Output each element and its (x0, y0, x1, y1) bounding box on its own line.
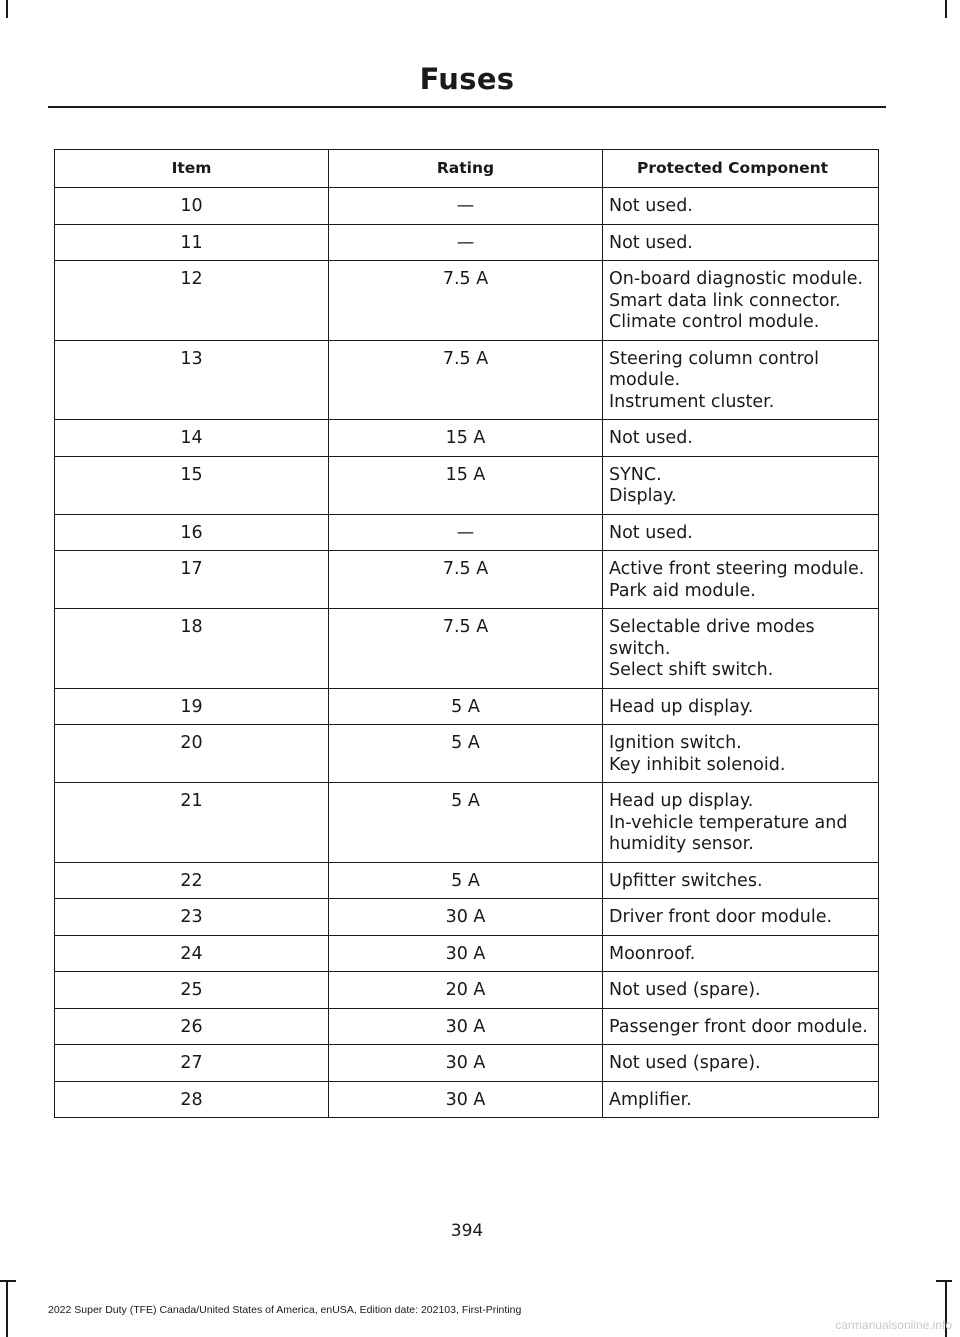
protected-component-cell (603, 862, 879, 899)
fuse-item-cell: 14 (55, 420, 329, 457)
protected-component-line: Display. (609, 486, 677, 506)
protected-component-line: On-board diagnostic module. (609, 269, 864, 289)
protected-component-cell (603, 899, 879, 936)
protected-component-line: Not used. (609, 428, 693, 448)
protected-component-line: Moonroof. (609, 943, 696, 964)
fuse-rating-cell: 7.5 A (329, 551, 603, 609)
table-row (55, 935, 879, 972)
fuse-item-cell: 17 (55, 551, 329, 609)
protected-component-line: Driver front door module. (609, 907, 833, 927)
fuse-item-cell: 20 (55, 725, 329, 783)
page-title: Fuses (419, 62, 515, 96)
table-row (55, 862, 879, 899)
title-rule (48, 106, 886, 108)
fuse-item-cell: 25 (55, 972, 329, 1009)
protected-component-line: Climate control module. (609, 312, 820, 332)
fuse-rating-cell: 15 A (329, 456, 603, 514)
protected-component-cell (603, 340, 879, 420)
table-row (55, 972, 879, 1009)
crop-mark-top-right (945, 0, 947, 18)
protected-component-cell (603, 972, 879, 1009)
fuse-item-cell: 12 (55, 261, 329, 341)
fuse-rating-cell: 5 A (329, 725, 603, 783)
table-row (55, 420, 879, 457)
fuse-rating-cell: 5 A (329, 688, 603, 725)
protected-component-line: Upfitter switches. (609, 870, 763, 891)
protected-component-line: Select shift switch. (609, 660, 774, 680)
table-row (55, 1081, 879, 1118)
fuse-item-cell: 27 (55, 1045, 329, 1082)
table-row (55, 261, 879, 341)
protected-component-cell (603, 935, 879, 972)
table-row (55, 1045, 879, 1082)
protected-component-line: Amplifier. (609, 1089, 692, 1110)
fuse-rating-cell: 20 A (329, 972, 603, 1009)
fuse-rating-cell: 7.5 A (329, 340, 603, 420)
table-row (55, 514, 879, 551)
protected-component-line: Not used. (609, 232, 693, 253)
protected-component-line: Selectable drive modes switch. (609, 617, 815, 659)
fuse-item-cell: 11 (55, 224, 329, 261)
table-row (55, 551, 879, 609)
protected-component-cell (603, 456, 879, 514)
protected-component-cell (603, 1045, 879, 1082)
page-footer: 2022 Super Duty (TFE) Canada/United States of America, enUSA, Edition date: 202103, First-Printing (48, 1304, 522, 1316)
protected-component-line: SYNC. (609, 464, 662, 485)
protected-component-line: Passenger front door module. (609, 1016, 868, 1037)
protected-component-cell (603, 609, 879, 689)
table-row (55, 456, 879, 514)
protected-component-line: Steering column control module. (609, 348, 819, 390)
fuse-item-cell: 15 (55, 456, 329, 514)
fuse-rating-cell: 7.5 A (329, 609, 603, 689)
table-row (55, 1008, 879, 1045)
column-header-item: Item (55, 150, 329, 188)
protected-component-cell (603, 1081, 879, 1118)
table-row (55, 609, 879, 689)
protected-component-line: Key inhibit solenoid. (609, 754, 786, 775)
fuse-rating-cell: 5 A (329, 862, 603, 899)
fuse-item-cell: 21 (55, 783, 329, 863)
fuse-rating-cell: 5 A (329, 783, 603, 863)
protected-component-cell (603, 783, 879, 863)
table-header-row (55, 150, 879, 188)
table-row (55, 224, 879, 261)
table-row (55, 725, 879, 783)
fuse-item-cell: 18 (55, 609, 329, 689)
protected-component-cell (603, 420, 879, 457)
watermark: carmanualsonline.info (835, 1318, 952, 1332)
column-header-rating: Rating (329, 150, 603, 188)
fuse-rating-cell: — (329, 514, 603, 551)
protected-component-line: Head up display. (609, 791, 754, 811)
protected-component-cell (603, 514, 879, 551)
fuse-rating-cell: — (329, 188, 603, 225)
protected-component-line: Smart data link connector. (609, 290, 841, 311)
table-row (55, 188, 879, 225)
protected-component-line: Not used (spare). (609, 980, 761, 1000)
protected-component-line: Park aid module. (609, 580, 756, 601)
table-row (55, 688, 879, 725)
crop-mark-bottom-right-h (936, 1280, 952, 1282)
fuse-table (54, 149, 879, 1118)
table-row (55, 340, 879, 420)
protected-component-cell (603, 224, 879, 261)
fuse-item-cell: 23 (55, 899, 329, 936)
fuse-rating-cell: 30 A (329, 1081, 603, 1118)
protected-component-cell (603, 1008, 879, 1045)
crop-mark-bottom-left-h (0, 1280, 16, 1282)
fuse-rating-cell: 30 A (329, 899, 603, 936)
table-row (55, 899, 879, 936)
fuse-item-cell: 16 (55, 514, 329, 551)
protected-component-line: Ignition switch. (609, 733, 742, 753)
protected-component-line: In-vehicle temperature and humidity sensor. (609, 812, 848, 854)
fuse-item-cell: 10 (55, 188, 329, 225)
protected-component-cell (603, 725, 879, 783)
fuse-rating-cell: 30 A (329, 1008, 603, 1045)
fuse-rating-cell: 7.5 A (329, 261, 603, 341)
fuse-item-cell: 22 (55, 862, 329, 899)
protected-component-cell (603, 688, 879, 725)
page-number: 394 (450, 1221, 484, 1241)
protected-component-line: Not used. (609, 522, 693, 543)
fuse-rating-cell: 30 A (329, 1045, 603, 1082)
table-row (55, 783, 879, 863)
protected-component-line: Active front steering module. (609, 559, 865, 579)
protected-component-line: Not used (spare). (609, 1053, 761, 1073)
protected-component-line: Instrument cluster. (609, 391, 775, 412)
fuse-rating-cell: 30 A (329, 935, 603, 972)
fuse-item-cell: 28 (55, 1081, 329, 1118)
column-header-component: Protected Component (603, 150, 879, 188)
fuse-item-cell: 26 (55, 1008, 329, 1045)
fuse-rating-cell: 15 A (329, 420, 603, 457)
fuse-item-cell: 13 (55, 340, 329, 420)
protected-component-cell (603, 551, 879, 609)
crop-mark-top-left (6, 0, 8, 18)
fuse-rating-cell: — (329, 224, 603, 261)
fuse-table-body (55, 188, 879, 1118)
fuse-item-cell: 19 (55, 688, 329, 725)
protected-component-line: Not used. (609, 196, 693, 216)
fuse-item-cell: 24 (55, 935, 329, 972)
protected-component-cell (603, 188, 879, 225)
protected-component-cell (603, 261, 879, 341)
crop-mark-bottom-left (6, 1282, 8, 1337)
protected-component-line: Head up display. (609, 696, 754, 717)
